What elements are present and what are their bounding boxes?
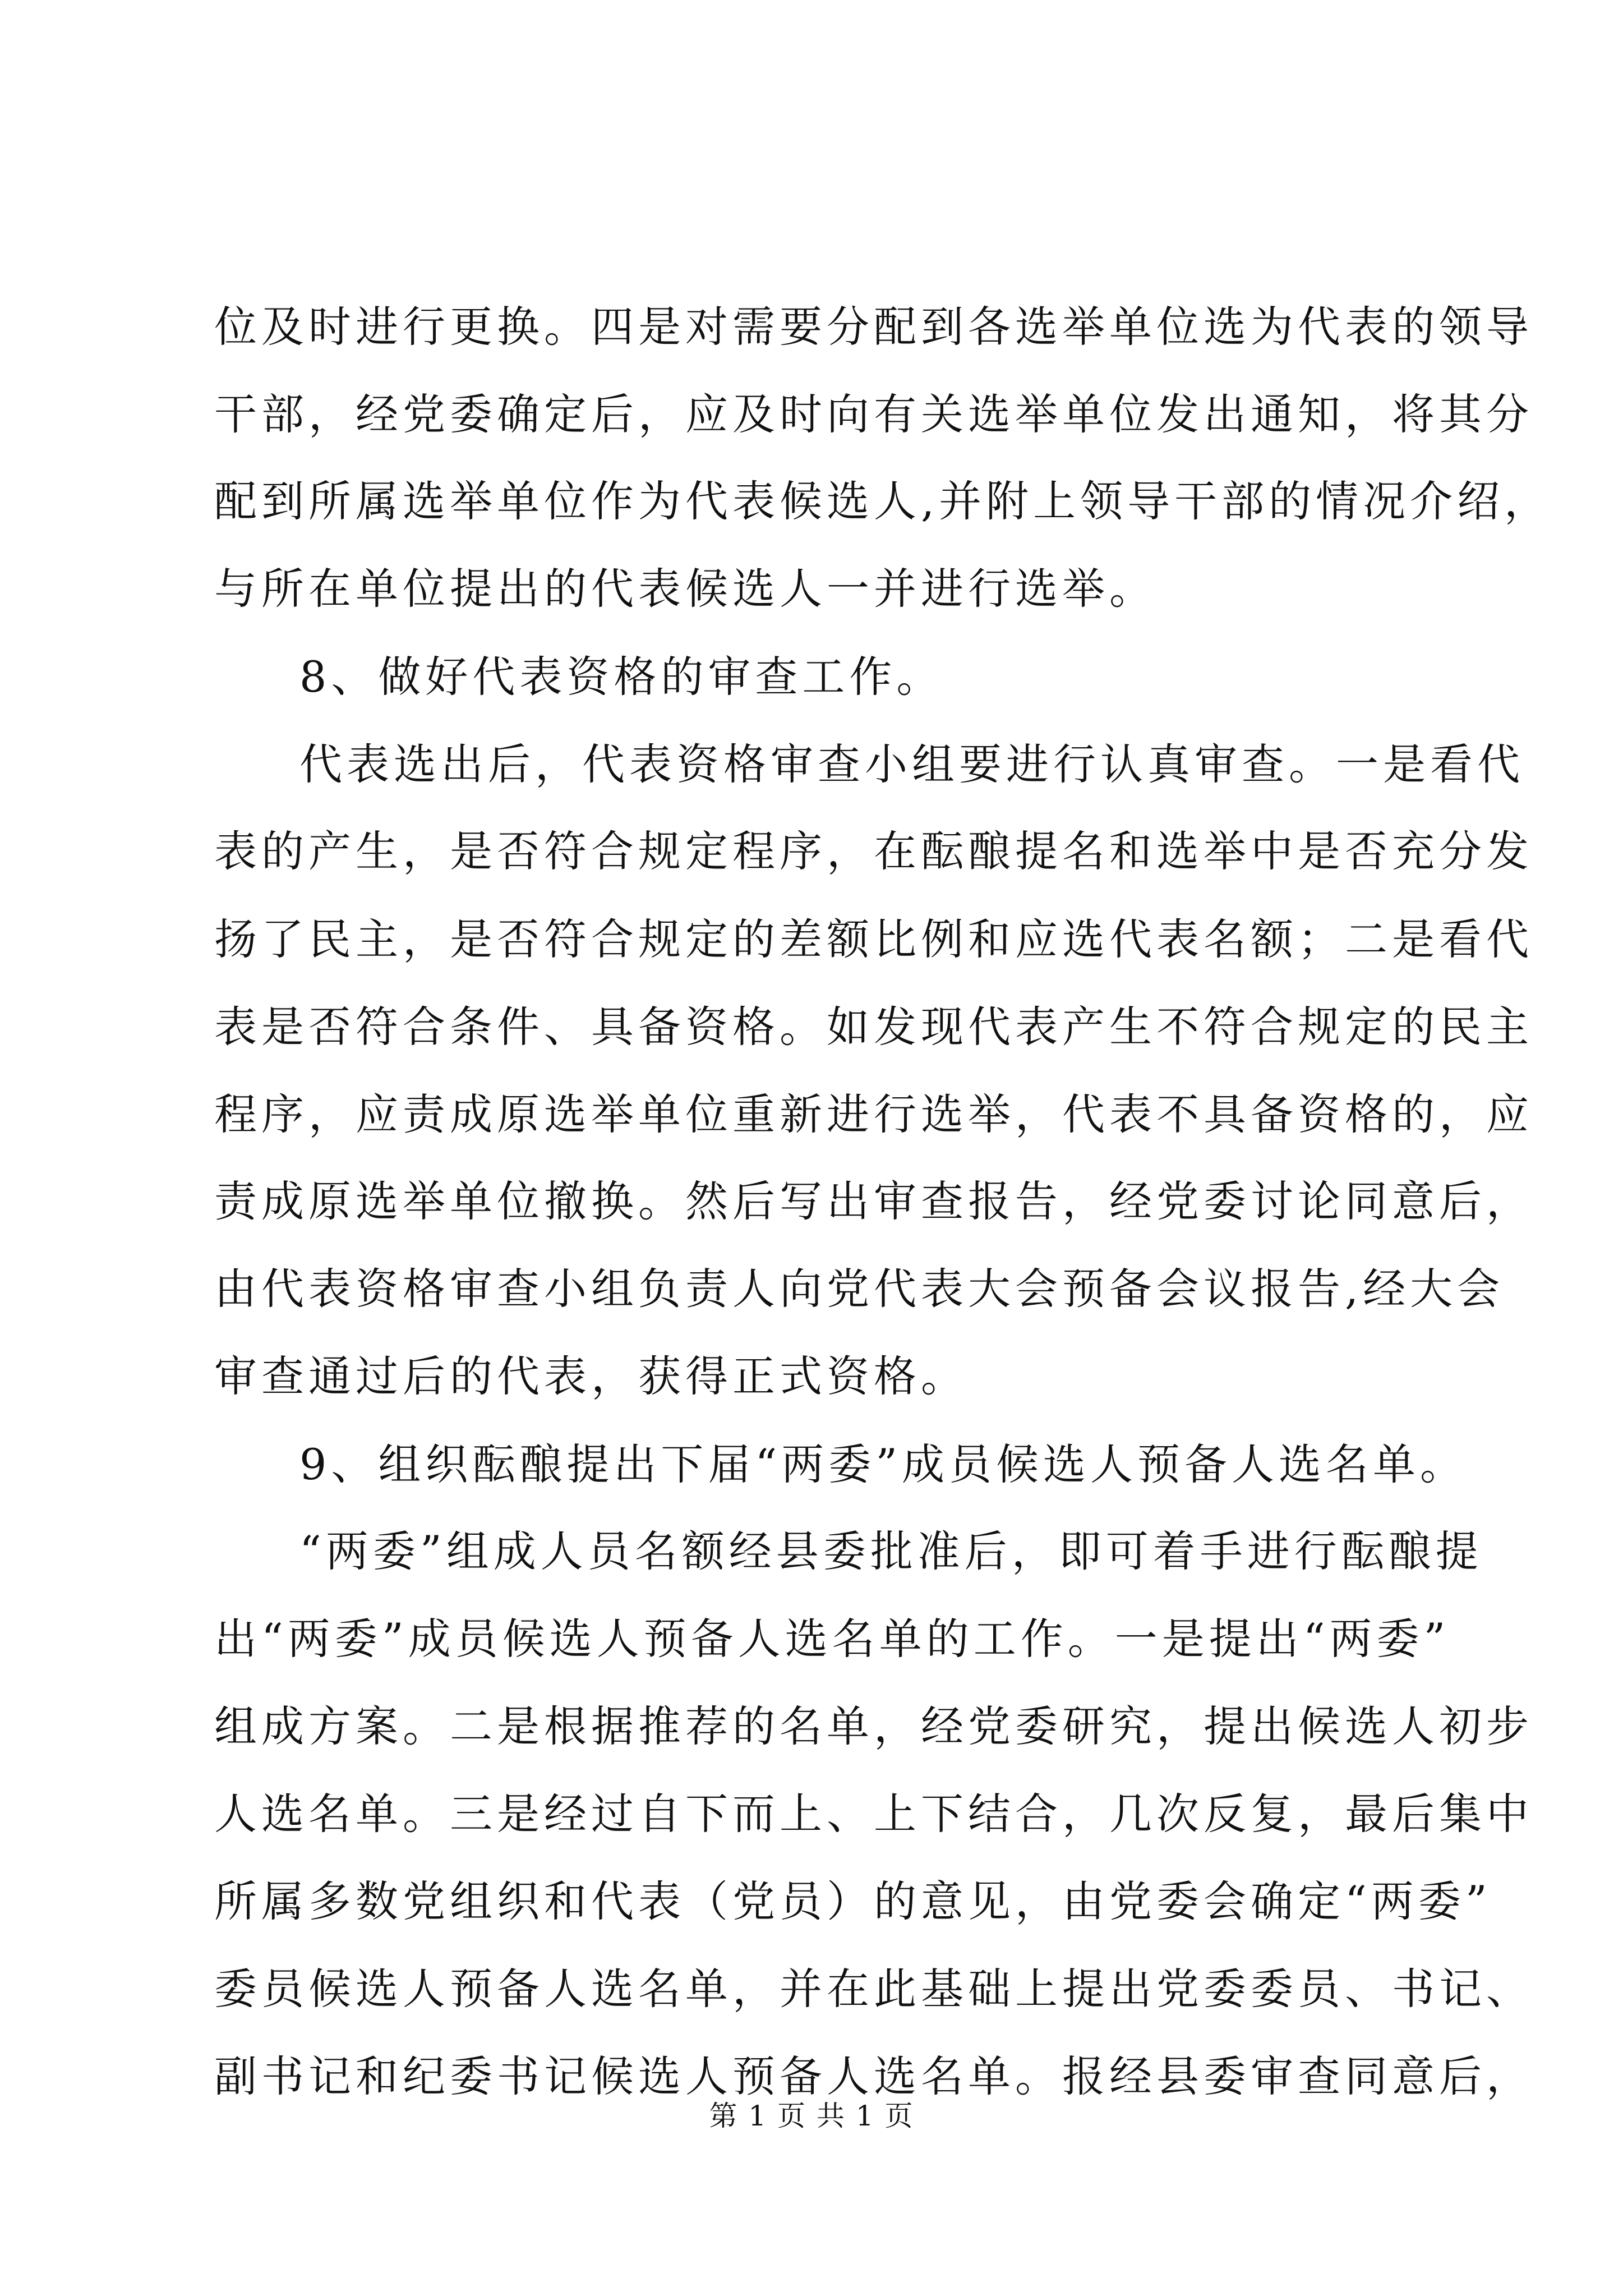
text-line-3: 配到所属选举单位作为代表候选人,并附上领导干部的情况介绍， — [214, 476, 1552, 526]
page-footer: 第 1 页 共 1 页 — [709, 2100, 914, 2132]
text-line-13: 审查通过后的代表，获得正式资格。 — [214, 1351, 968, 1401]
text-line-10: 程序，应责成原选举单位重新进行选举，代表不具备资格的，应 — [214, 1089, 1533, 1139]
text-line-12: 由代表资格审查小组负责人向党代表大会预备会议报告,经大会 — [214, 1264, 1505, 1314]
text-line-9: 表是否符合条件、具备资格。如发现代表产生不符合规定的民主 — [214, 1002, 1533, 1052]
section-heading-8: 8、做好代表资格的审查工作。 — [299, 652, 944, 702]
text-line-1: 位及时进行更换。四是对需要分配到各选举单位选为代表的领导 — [214, 302, 1533, 352]
text-line-7: 表的产生，是否符合规定程序，在酝酿提名和选举中是否充分发 — [214, 826, 1533, 876]
section-heading-9: 9、组织酝酿提出下届“两委”成员候选人预备人选名单。 — [299, 1439, 1468, 1489]
text-line-11: 责成原选举单位撤换。然后写出审查报告，经党委讨论同意后， — [214, 1176, 1533, 1226]
text-line-6: 代表选出后，代表资格审查小组要进行认真审查。一是看代 — [299, 739, 1524, 789]
text-line-15: “两委”组成人员名额经县委批准后，即可着手进行酝酿提 — [299, 1526, 1483, 1576]
text-line-18: 人选名单。三是经过自下而上、上下结合，几次反复，最后集中 — [214, 1789, 1533, 1839]
text-line-19: 所属多数党组织和代表（党员）的意见，由党委会确定“两委” — [214, 1876, 1492, 1926]
text-line-2: 干部，经党委确定后，应及时向有关选举单位发出通知，将其分 — [214, 389, 1533, 439]
text-line-20: 委员候选人预备人选名单，并在此基础上提出党委委员、书记、 — [214, 1964, 1533, 2014]
text-line-8: 扬了民主，是否符合规定的差额比例和应选代表名额；二是看代 — [214, 914, 1533, 964]
text-line-4: 与所在单位提出的代表候选人一并进行选举。 — [214, 564, 1156, 614]
text-line-21: 副书记和纪委书记候选人预备人选名单。报经县委审查同意后， — [214, 2051, 1533, 2101]
text-line-17: 组成方案。二是根据推荐的名单，经党委研究，提出候选人初步 — [214, 1701, 1533, 1751]
text-line-16: 出“两委”成员候选人预备人选名单的工作。一是提出“两委” — [214, 1614, 1450, 1664]
